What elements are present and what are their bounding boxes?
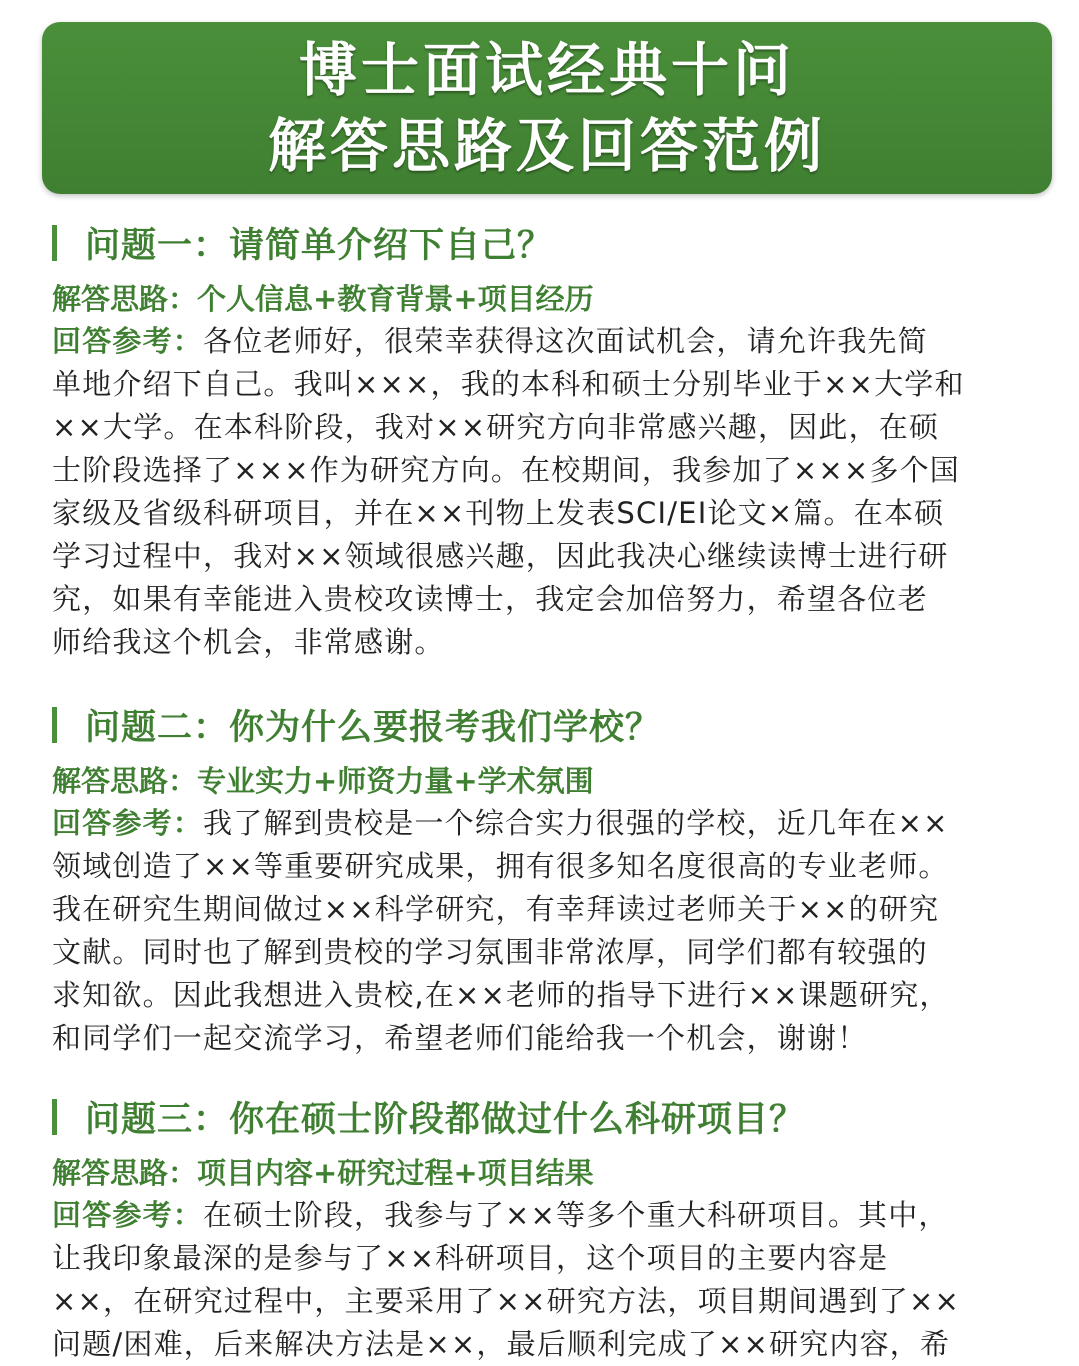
answer-line: 和同学们一起交流学习，希望老师们能给我一个机会，谢谢！ — [52, 1021, 868, 1055]
question-heading — [52, 218, 1032, 268]
answer-reference — [52, 320, 1032, 664]
title-banner — [42, 22, 1052, 194]
question-section-1 — [52, 218, 1032, 664]
banner-title-line-2: 解答思路及回答范例 — [267, 112, 826, 180]
answer-idea — [52, 760, 1032, 802]
answer-line: 问题/困难，后来解决方法是××，最后顺利完成了××研究内容，希 — [52, 1327, 951, 1361]
answer-label: 回答参考： — [52, 806, 204, 840]
answer-line: 单地介绍下自己。我叫×××，我的本科和硕士分别毕业于××大学和 — [52, 367, 965, 401]
idea-label: 解答思路： — [52, 282, 198, 316]
heading-accent-bar — [52, 707, 57, 743]
question-heading — [52, 1092, 1032, 1142]
idea-value: 专业实力+师资力量+学术氛围 — [197, 764, 594, 798]
answer-reference — [52, 1194, 1032, 1366]
question-title: 问题三：你在硕士阶段都做过什么科研项目？ — [85, 1100, 806, 1140]
idea-label: 解答思路： — [52, 1156, 198, 1190]
question-title: 问题一：请简单介绍下自己？ — [85, 226, 554, 266]
answer-line: 文献。同时也了解到贵校的学习氛围非常浓厚，同学们都有较强的 — [52, 935, 928, 969]
answer-line: 究，如果有幸能进入贵校攻读博士，我定会加倍努力，希望各位老 — [52, 582, 928, 616]
answer-label: 回答参考： — [52, 324, 204, 358]
answer-idea — [52, 278, 1032, 320]
banner-title-line-1: 博士面试经典十问 — [298, 36, 795, 104]
question-title: 问题二：你为什么要报考我们学校？ — [85, 708, 662, 748]
idea-value: 项目内容+研究过程+项目结果 — [197, 1156, 594, 1190]
answer-line: 回答参考：各位老师好，很荣幸获得这次面试机会，请允许我先简 — [52, 324, 928, 358]
answer-line: 回答参考：在硕士阶段，我参与了××等多个重大科研项目。其中， — [52, 1198, 949, 1232]
question-section-3 — [52, 1092, 1032, 1366]
question-section-2 — [52, 700, 1032, 1060]
idea-value: 个人信息+教育背景+项目经历 — [197, 282, 594, 316]
answer-idea — [52, 1152, 1032, 1194]
answer-label: 回答参考： — [52, 1198, 204, 1232]
heading-accent-bar — [52, 225, 57, 261]
question-heading — [52, 700, 1032, 750]
idea-label: 解答思路： — [52, 764, 198, 798]
answer-line: 求知欲。因此我想进入贵校,在××老师的指导下进行××课题研究， — [52, 978, 950, 1012]
answer-reference — [52, 802, 1032, 1060]
answer-line: ××，在研究过程中，主要采用了××研究方法，项目期间遇到了×× — [52, 1284, 960, 1318]
answer-line: 让我印象最深的是参与了××科研项目，这个项目的主要内容是 — [52, 1241, 889, 1275]
answer-line: 士阶段选择了×××作为研究方向。在校期间，我参加了×××多个国 — [52, 453, 960, 487]
answer-line: ××大学。在本科阶段，我对××研究方向非常感兴趣，因此，在硕 — [52, 410, 940, 444]
answer-line: 师给我这个机会，非常感谢。 — [52, 625, 445, 659]
answer-line: 家级及省级科研项目，并在××刊物上发表SCI/EI论文×篇。在本硕 — [52, 496, 945, 530]
answer-line: 学习过程中，我对××领域很感兴趣，因此我决心继续读博士进行研 — [52, 539, 949, 573]
heading-accent-bar — [52, 1099, 57, 1135]
answer-line: 领域创造了××等重要研究成果，拥有很多知名度很高的专业老师。 — [52, 849, 949, 883]
answer-line: 回答参考：我了解到贵校是一个综合实力很强的学校，近几年在×× — [52, 806, 949, 840]
answer-line: 我在研究生期间做过××科学研究，有幸拜读过老师关于××的研究 — [52, 892, 940, 926]
